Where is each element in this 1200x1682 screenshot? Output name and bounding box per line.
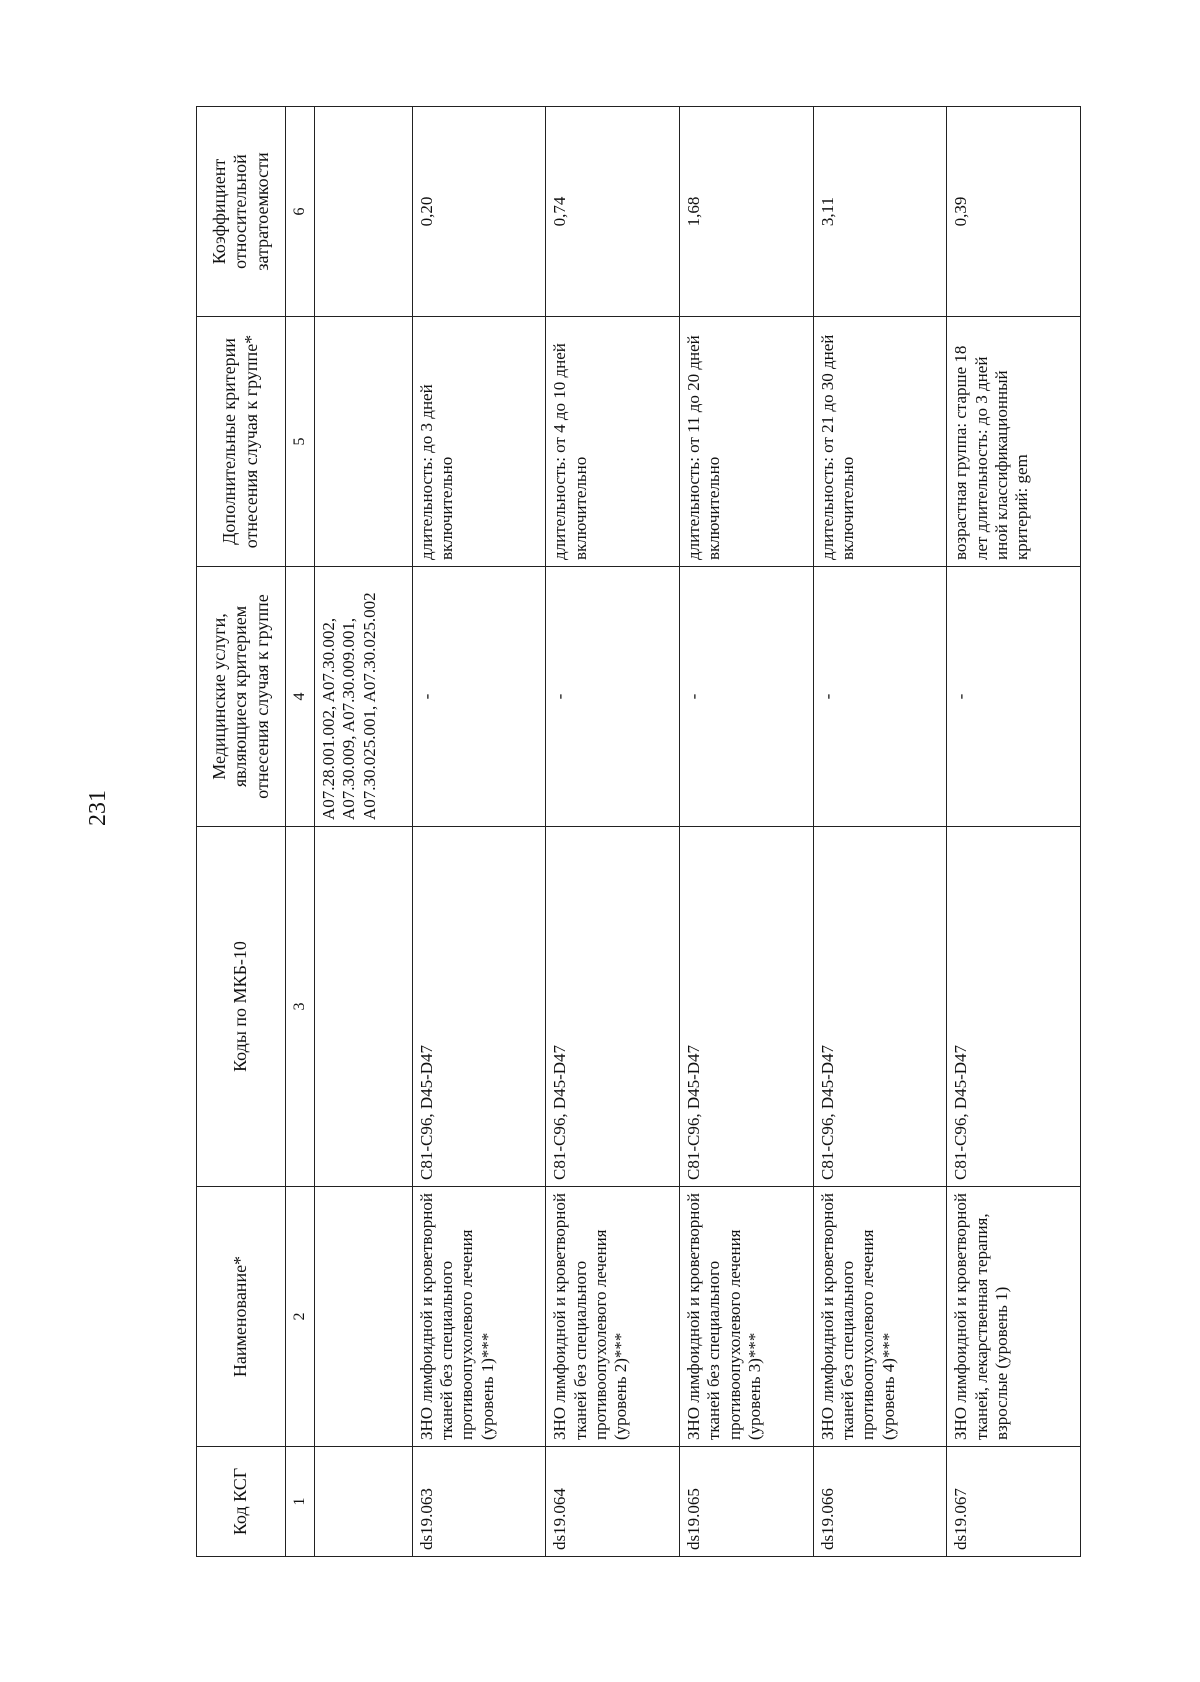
cell-code: ds19.067 [947, 1447, 1081, 1557]
header-code: Код КСГ [197, 1447, 286, 1557]
table-row-continuation [315, 107, 413, 1557]
cell-coefficient: 0,20 [412, 107, 546, 317]
header-mkb: Коды по МКБ-10 [197, 827, 286, 1187]
header-services: Медицинские услуги, являющиеся критерием отнесения случая к группе [197, 567, 286, 827]
cell-services: - [947, 567, 1081, 827]
header-coefficient: Коэффициент относительной затратоемкости [197, 107, 286, 317]
table-row [947, 107, 1081, 1557]
column-number: 3 [286, 827, 315, 1187]
page-number: 231 [85, 790, 111, 826]
cell-services: - [412, 567, 546, 827]
table-header-row [197, 107, 286, 1557]
cell-criteria: возрастная группа: старше 18 лет длительность: до 3 дней иной классификационный критерий: gem [947, 317, 1081, 567]
column-number: 4 [286, 567, 315, 827]
table-row [546, 107, 680, 1557]
cell-coefficient: 0,74 [546, 107, 680, 317]
cell-mkb: C81-C96, D45-D47 [813, 827, 947, 1187]
cell-mkb [315, 827, 413, 1187]
cell-code: ds19.063 [412, 1447, 546, 1557]
cell-name [315, 1187, 413, 1447]
cell-criteria: длительность: от 4 до 10 дней включительно [546, 317, 680, 567]
cell-mkb: C81-C96, D45-D47 [412, 827, 546, 1187]
cell-name: ЗНО лимфоидной и кроветворной тканей, лекарственная терапия, взрослые (уровень 1) [947, 1187, 1081, 1447]
column-number: 5 [286, 317, 315, 567]
cell-criteria: длительность: от 21 до 30 дней включительно [813, 317, 947, 567]
table-row [813, 107, 947, 1557]
header-criteria: Дополнительные критерии отнесения случая к группе* [197, 317, 286, 567]
cell-services: - [813, 567, 947, 827]
table-row [412, 107, 546, 1557]
cell-name: ЗНО лимфоидной и кроветворной тканей без специального противоопухолевого лечения (уровень 1)*** [412, 1187, 546, 1447]
cell-code: ds19.065 [679, 1447, 813, 1557]
cell-services: - [679, 567, 813, 827]
cell-mkb: C81-C96, D45-D47 [679, 827, 813, 1187]
column-number: 2 [286, 1187, 315, 1447]
cell-mkb: C81-C96, D45-D47 [546, 827, 680, 1187]
cell-name: ЗНО лимфоидной и кроветворной тканей без специального противоопухолевого лечения (уровень 4)*** [813, 1187, 947, 1447]
cell-code: ds19.064 [546, 1447, 680, 1557]
column-number: 6 [286, 107, 315, 317]
cell-services: - [546, 567, 680, 827]
ksg-table [196, 106, 1081, 1557]
cell-coefficient: 3,11 [813, 107, 947, 317]
cell-name: ЗНО лимфоидной и кроветворной тканей без специального противоопухолевого лечения (уровень 2)*** [546, 1187, 680, 1447]
table-row [679, 107, 813, 1557]
cell-mkb: C81-C96, D45-D47 [947, 827, 1081, 1187]
cell-name: ЗНО лимфоидной и кроветворной тканей без специального противоопухолевого лечения (уровень 3)*** [679, 1187, 813, 1447]
cell-coefficient [315, 107, 413, 317]
cell-services: A07.28.001.002, A07.30.002, A07.30.009, A07.30.009.001, A07.30.025.001, A07.30.025.002 [315, 567, 413, 827]
column-number-row [286, 107, 315, 1557]
cell-criteria: длительность: до 3 дней включительно [412, 317, 546, 567]
header-name: Наименование* [197, 1187, 286, 1447]
cell-coefficient: 0,39 [947, 107, 1081, 317]
cell-criteria [315, 317, 413, 567]
column-number: 1 [286, 1447, 315, 1557]
cell-coefficient: 1,68 [679, 107, 813, 317]
cell-criteria: длительность: от 11 до 20 дней включительно [679, 317, 813, 567]
cell-code [315, 1447, 413, 1557]
cell-code: ds19.066 [813, 1447, 947, 1557]
rotated-table-container [196, 107, 1081, 1557]
